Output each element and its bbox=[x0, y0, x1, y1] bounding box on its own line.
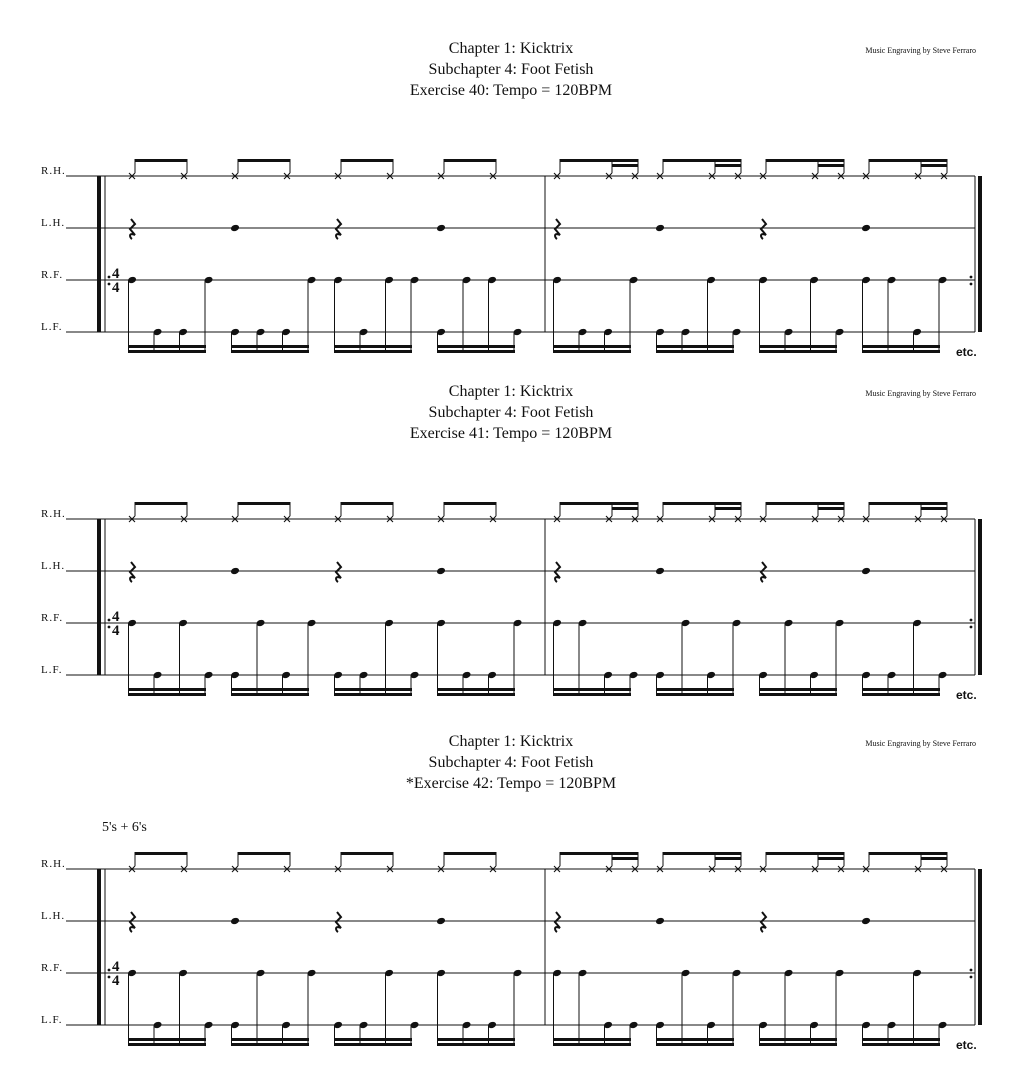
time-signature-bottom: 4 bbox=[112, 973, 120, 989]
time-signature-bottom: 4 bbox=[112, 623, 120, 639]
etc-text: etc. bbox=[956, 345, 977, 359]
left-hand-note bbox=[861, 917, 871, 926]
staff-label: R.F. bbox=[41, 269, 64, 281]
staff-label: L.H. bbox=[41, 910, 66, 922]
sixteenth-beam bbox=[921, 857, 947, 860]
sixteenth-beam bbox=[612, 857, 638, 860]
engraving-credit: Music Engraving by Steve Ferraro bbox=[865, 389, 976, 398]
left-hand-note bbox=[230, 917, 240, 926]
left-hand-note bbox=[655, 917, 665, 926]
eighth-beam bbox=[232, 1043, 310, 1046]
time-signature-bottom: 4 bbox=[112, 280, 120, 296]
subchapter-title: Subchapter 4: Foot Fetish bbox=[428, 754, 594, 771]
start-thick-barline bbox=[97, 869, 101, 1025]
sixteenth-beam bbox=[657, 1038, 735, 1041]
chapter-title: Chapter 1: Kicktrix bbox=[448, 733, 574, 750]
engraving-credit: Music Engraving by Steve Ferraro bbox=[865, 46, 976, 55]
sixteenth-beam bbox=[438, 1038, 516, 1041]
exercise-annotation: 5's + 6's bbox=[102, 820, 147, 835]
sixteenth-beam bbox=[129, 1038, 207, 1041]
eighth-beam bbox=[135, 852, 187, 855]
staff-label: R.F. bbox=[41, 612, 64, 624]
end-thick-barline bbox=[978, 869, 982, 1025]
staff-label: R.H. bbox=[41, 165, 66, 177]
staff-label: R.H. bbox=[41, 858, 66, 870]
exercise-title: Exercise 40: Tempo = 120BPM bbox=[409, 82, 613, 99]
sixteenth-beam bbox=[232, 1038, 310, 1041]
time-signature-top: 4 bbox=[112, 609, 120, 625]
sixteenth-beam bbox=[715, 857, 741, 860]
staff-label: L.F. bbox=[41, 321, 63, 333]
chapter-title: Chapter 1: Kicktrix bbox=[448, 383, 574, 400]
repeat-dot bbox=[970, 969, 973, 972]
eighth-beam bbox=[869, 852, 947, 855]
eighth-beam bbox=[438, 1043, 516, 1046]
quarter-rest bbox=[761, 912, 766, 932]
eighth-beam bbox=[766, 852, 844, 855]
sixteenth-beam bbox=[863, 1038, 941, 1041]
eighth-beam bbox=[863, 1043, 941, 1046]
engraving-credit: Music Engraving by Steve Ferraro bbox=[865, 739, 976, 748]
eighth-beam bbox=[129, 1043, 207, 1046]
staff-label: R.H. bbox=[41, 508, 66, 520]
eighth-beam bbox=[657, 1043, 735, 1046]
eighth-beam bbox=[663, 852, 741, 855]
quarter-rest bbox=[336, 912, 341, 932]
repeat-dot bbox=[108, 976, 111, 979]
etc-text: etc. bbox=[956, 1038, 977, 1052]
subchapter-title: Subchapter 4: Foot Fetish bbox=[428, 61, 594, 78]
staff-label: L.H. bbox=[41, 217, 66, 229]
time-signature-top: 4 bbox=[112, 266, 120, 282]
sixteenth-beam bbox=[818, 857, 844, 860]
quarter-rest bbox=[130, 912, 135, 932]
sixteenth-beam bbox=[760, 1038, 838, 1041]
eighth-beam bbox=[554, 1043, 632, 1046]
subchapter-title: Subchapter 4: Foot Fetish bbox=[428, 404, 594, 421]
repeat-dot bbox=[970, 976, 973, 979]
sixteenth-beam bbox=[554, 1038, 632, 1041]
chapter-title: Chapter 1: Kicktrix bbox=[448, 40, 574, 57]
eighth-beam bbox=[341, 852, 393, 855]
eighth-beam bbox=[238, 852, 290, 855]
staff-label: L.F. bbox=[41, 1014, 63, 1026]
repeat-dot bbox=[108, 969, 111, 972]
etc-text: etc. bbox=[956, 688, 977, 702]
staff-label: L.F. bbox=[41, 664, 63, 676]
sixteenth-beam bbox=[335, 1038, 413, 1041]
time-signature-top: 4 bbox=[112, 959, 120, 975]
exercise-title: Exercise 41: Tempo = 120BPM bbox=[409, 425, 613, 442]
left-hand-note bbox=[436, 917, 446, 926]
eighth-beam bbox=[335, 1043, 413, 1046]
staff-label: R.F. bbox=[41, 962, 64, 974]
quarter-rest bbox=[555, 912, 560, 932]
exercise-title: *Exercise 42: Tempo = 120BPM bbox=[405, 775, 617, 792]
eighth-beam bbox=[444, 852, 496, 855]
staff-label: L.H. bbox=[41, 560, 66, 572]
eighth-beam bbox=[760, 1043, 838, 1046]
eighth-beam bbox=[560, 852, 638, 855]
